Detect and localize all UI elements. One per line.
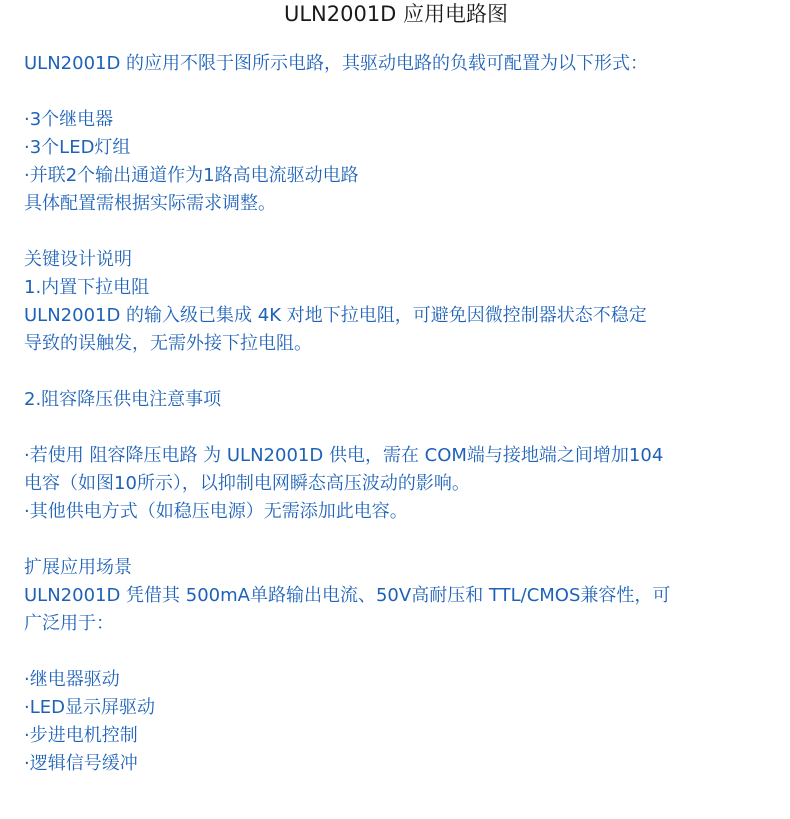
design-heading: 关键设计说明 [24, 249, 132, 270]
load-item: ·并联2个输出通道作为1路高电流驱动电路 [24, 165, 359, 186]
load-item: ·3个LED灯组 [24, 137, 131, 158]
extend-text: 广泛用于： [24, 613, 114, 634]
power-text: ·其他供电方式（如稳压电源）无需添加此电容。 [24, 501, 408, 522]
spacer [24, 414, 768, 442]
config-note: 具体配置需根据实际需求调整。 [24, 193, 276, 214]
intro-line: ULN2001D 的应用不限于图所示电路，其驱动电路的负载可配置为以下形式： [24, 53, 649, 74]
document-body [24, 50, 768, 778]
load-item: ·3个继电器 [24, 109, 114, 130]
spacer [24, 638, 768, 666]
power-text: ·若使用 阻容降压电路 为 ULN2001D 供电，需在 COM端与接地端之间增加104 [24, 445, 664, 466]
pulldown-text: ULN2001D 的输入级已集成 4K 对地下拉电阻，可避免因微控制器状态不稳定 [24, 305, 647, 326]
application-item: ·LED显示屏驱动 [24, 697, 155, 718]
power-text: 电容（如图10所示），以抑制电网瞬态高压波动的影响。 [24, 473, 470, 494]
application-item: ·步进电机控制 [24, 725, 138, 746]
application-item: ·逻辑信号缓冲 [24, 753, 138, 774]
pulldown-text: 导致的误触发，无需外接下拉电阻。 [24, 333, 312, 354]
application-item: ·继电器驱动 [24, 669, 120, 690]
spacer [24, 358, 768, 386]
spacer [24, 218, 768, 246]
extend-heading: 扩展应用场景 [24, 557, 132, 578]
page-title: ULN2001D 应用电路图 [283, 2, 509, 26]
power-heading: 2.阻容降压供电注意事项 [24, 389, 222, 410]
extend-text: ULN2001D 凭借其 500mA单路输出电流、50V高耐压和 TTL/CMOS兼容性，可 [24, 585, 671, 606]
pulldown-heading: 1.内置下拉电阻 [24, 277, 150, 298]
spacer [24, 526, 768, 554]
spacer [24, 78, 768, 106]
